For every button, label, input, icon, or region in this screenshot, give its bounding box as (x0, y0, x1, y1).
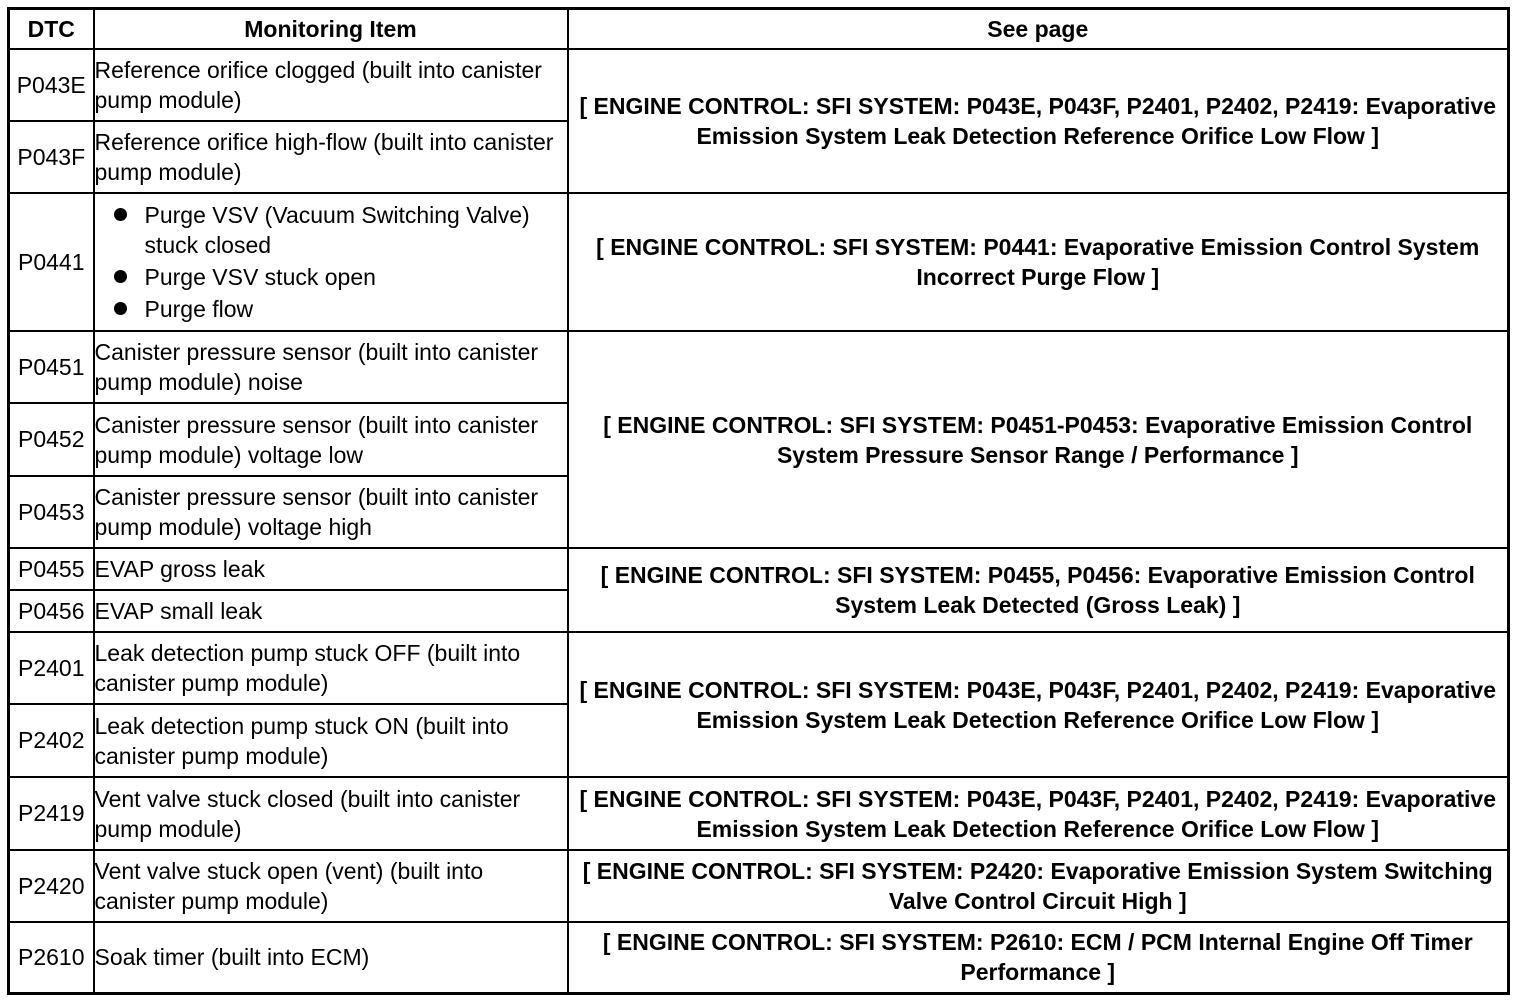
monitoring-item: Canister pressure sensor (built into canister pump module) noise (94, 331, 568, 403)
see-page-reference[interactable]: [ ENGINE CONTROL: SFI SYSTEM: P0455, P0456: Evaporative Emission Control System Leak Detected (Gross Leak) ] (568, 548, 1509, 632)
bullet-text: Purge VSV stuck open (144, 263, 376, 290)
table-row (9, 331, 1509, 403)
table-row (9, 548, 1509, 590)
bullet-item (95, 294, 567, 324)
header-see-page: See page (568, 9, 1509, 50)
monitoring-item: Reference orifice clogged (built into canister pump module) (94, 49, 568, 121)
see-page-reference[interactable]: [ ENGINE CONTROL: SFI SYSTEM: P2420: Evaporative Emission System Switching Valve Control Circuit High ] (568, 850, 1509, 922)
dtc-code: P043E (9, 49, 94, 121)
header-dtc: DTC (9, 9, 94, 50)
monitoring-item: Reference orifice high-flow (built into canister pump module) (94, 121, 568, 193)
see-page-reference[interactable]: [ ENGINE CONTROL: SFI SYSTEM: P043E, P043F, P2401, P2402, P2419: Evaporative Emission System Leak Detection Reference Orifice Low Flow ] (568, 632, 1509, 777)
see-page-reference[interactable]: [ ENGINE CONTROL: SFI SYSTEM: P043E, P043F, P2401, P2402, P2419: Evaporative Emission System Leak Detection Reference Orifice Low Flow ] (568, 49, 1509, 193)
dtc-code: P0455 (9, 548, 94, 590)
dtc-code: P0441 (9, 193, 94, 331)
bullet-item (95, 200, 567, 260)
table-row (9, 850, 1509, 922)
monitoring-item: Canister pressure sensor (built into canister pump module) voltage high (94, 476, 568, 548)
bullet-icon (114, 302, 127, 315)
bullet-text: Purge flow (144, 295, 254, 322)
see-page-reference[interactable]: [ ENGINE CONTROL: SFI SYSTEM: P2610: ECM / PCM Internal Engine Off Timer Performance ] (568, 922, 1509, 993)
dtc-code: P2402 (9, 704, 94, 777)
dtc-code: P2610 (9, 922, 94, 993)
dtc-code: P043F (9, 121, 94, 193)
monitoring-item: Leak detection pump stuck OFF (built into canister pump module) (94, 632, 568, 704)
dtc-code: P2420 (9, 850, 94, 922)
bullet-icon (114, 270, 127, 283)
dtc-code: P0451 (9, 331, 94, 403)
bullet-icon (114, 208, 127, 221)
monitoring-item: Vent valve stuck open (vent) (built into canister pump module) (94, 850, 568, 922)
dtc-code: P0452 (9, 403, 94, 476)
monitoring-item: EVAP gross leak (94, 548, 568, 590)
monitoring-item: Vent valve stuck closed (built into canister pump module) (94, 777, 568, 850)
bullet-text: Purge VSV (Vacuum Switching Valve) stuck closed (144, 201, 530, 258)
see-page-reference[interactable]: [ ENGINE CONTROL: SFI SYSTEM: P0451-P0453: Evaporative Emission Control System Pressure Sensor Range / Performance ] (568, 331, 1509, 548)
header-monitoring-item: Monitoring Item (94, 9, 568, 50)
dtc-code: P2419 (9, 777, 94, 850)
table-row (9, 49, 1509, 121)
table-row (9, 922, 1509, 993)
table-row (9, 777, 1509, 850)
dtc-code: P0456 (9, 590, 94, 632)
dtc-code: P0453 (9, 476, 94, 548)
monitoring-item: Canister pressure sensor (built into canister pump module) voltage low (94, 403, 568, 476)
bullet-item (95, 262, 567, 292)
dtc-table (7, 7, 1510, 995)
monitoring-item: Leak detection pump stuck ON (built into canister pump module) (94, 704, 568, 777)
table-row (9, 632, 1509, 704)
table-row (9, 193, 1509, 331)
header-row (9, 9, 1509, 50)
monitoring-item (94, 193, 568, 331)
monitoring-item: EVAP small leak (94, 590, 568, 632)
bullet-list (95, 200, 567, 324)
monitoring-item: Soak timer (built into ECM) (94, 922, 568, 993)
see-page-reference[interactable]: [ ENGINE CONTROL: SFI SYSTEM: P0441: Evaporative Emission Control System Incorrect Purge Flow ] (568, 193, 1509, 331)
dtc-code: P2401 (9, 632, 94, 704)
see-page-reference[interactable]: [ ENGINE CONTROL: SFI SYSTEM: P043E, P043F, P2401, P2402, P2419: Evaporative Emission System Leak Detection Reference Orifice Low Flow ] (568, 777, 1509, 850)
